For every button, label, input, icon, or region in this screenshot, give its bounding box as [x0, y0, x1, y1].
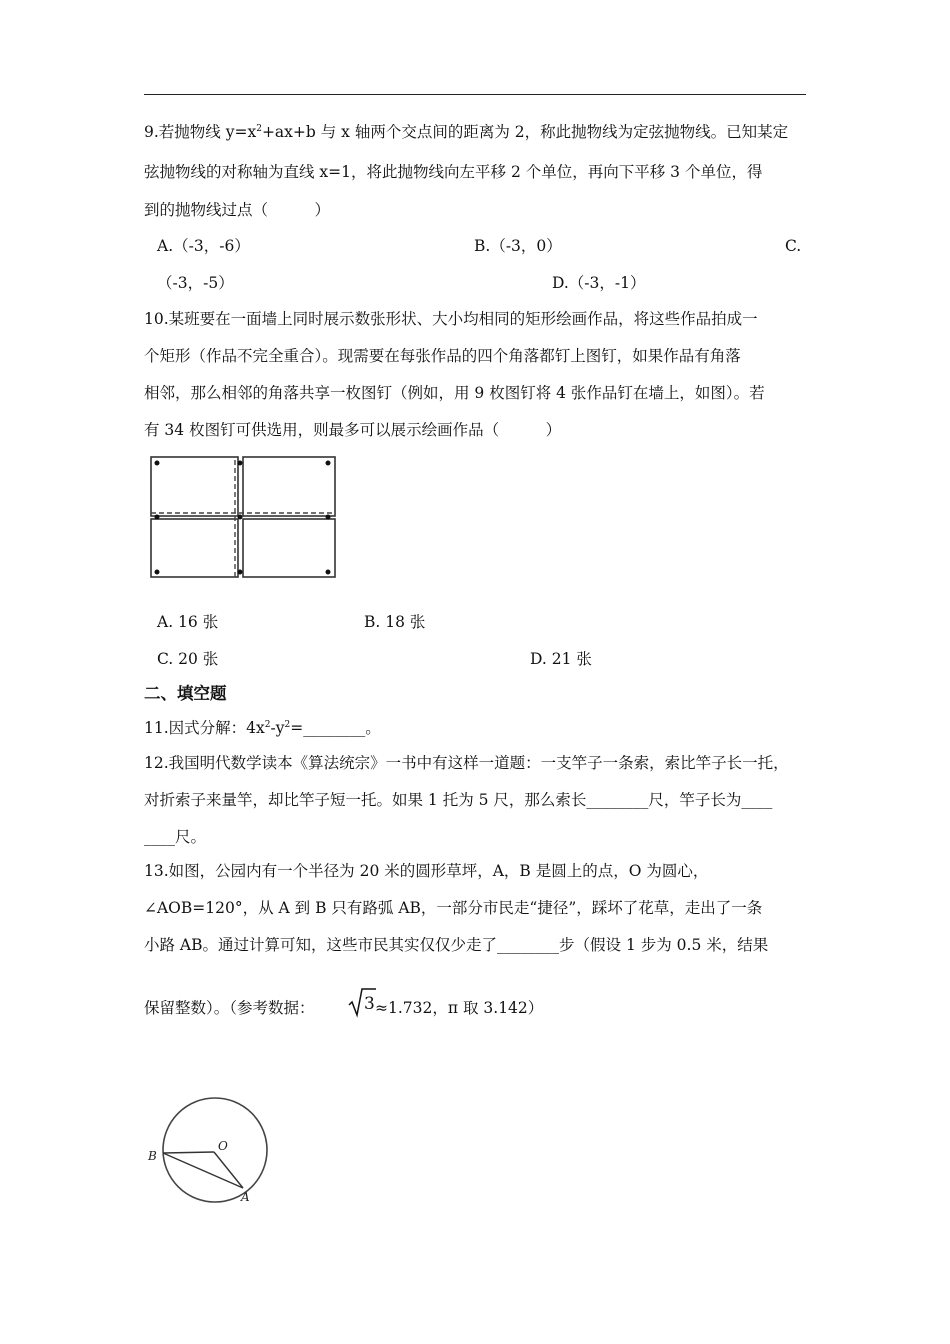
pins-figure — [145, 452, 340, 580]
section-title: 二、填空题 — [144, 684, 227, 703]
sqrt-symbol — [347, 985, 377, 1019]
q9-line3: 到的抛物线过点（ ） — [144, 201, 331, 219]
q10-option-a: A. 16 张 — [157, 613, 219, 631]
label-b: B — [148, 1149, 157, 1163]
q10-line1: 10.某班要在一面墙上同时展示数张形状、大小均相同的矩形绘画作品，将这些作品拍成一 — [144, 310, 758, 328]
header-rule — [144, 94, 806, 95]
q11-text: 11.因式分解：$4x^2-y^2=\_\_\_\_\_\_\_\_$。 — [144, 719, 381, 737]
q9-option-c-label: C. — [785, 237, 802, 255]
q9-option-b: B.（-3，0） — [474, 237, 562, 255]
circle-figure — [145, 1095, 275, 1205]
sqrt-number: 3 — [364, 994, 375, 1014]
q13-line1: 13.如图，公园内有一个半径为 20 米的圆形草坪，A，B 是圆上的点，O 为圆心， — [144, 862, 709, 880]
q9-option-c-value: （-3，-5） — [157, 274, 234, 292]
q10-line3: 相邻，那么相邻的角落共享一枚图钉（例如，用 9 枚图钉将 4 张作品钉在墙上，如图）。若 — [144, 384, 765, 402]
q12-line2: 对折索子来量竿，却比竿子短一托。如果 1 托为 5 尺，那么索长________尺，竿子长为____ — [144, 791, 773, 809]
q10-option-b: B. 18 张 — [364, 613, 426, 631]
q10-option-d: D. 21 张 — [530, 650, 592, 668]
q9-line1: 9.若抛物线 $y=x^2+ax+b$ 与 x 轴两个交点间的距离为 2，称此抛物线为定弦抛物线。已知某定 — [144, 123, 789, 141]
q9-line2: 弦抛物线的对称轴为直线 x=1，将此抛物线向左平移 2 个单位，再向下平移 3 个单位，得 — [144, 163, 763, 181]
q13-line4-a: 保留整数）。（参考数据： — [144, 999, 315, 1017]
label-a: A — [241, 1190, 250, 1204]
q9-option-d: D.（-3，-1） — [552, 274, 646, 292]
q13-line4-b: ≈1.732，π 取 3.142） — [375, 999, 544, 1017]
q9-option-a: A.（-3，-6） — [157, 237, 250, 255]
q10-line4: 有 34 枚图钉可供选用，则最多可以展示绘画作品（ ） — [144, 421, 562, 439]
label-o: O — [218, 1139, 228, 1153]
q13-line2: ∠AOB=120°，从 A 到 B 只有路弧 AB，一部分市民走“捷径”，踩坏了花草，走出了一条 — [144, 899, 763, 917]
q10-line2: 个矩形（作品不完全重合）。现需要在每张作品的四个角落都钉上图钉，如果作品有角落 — [144, 347, 741, 365]
q10-option-c: C. 20 张 — [157, 650, 219, 668]
q12-line3: ____尺。 — [144, 828, 207, 846]
q12-line1: 12.我国明代数学读本《算法统宗》一书中有这样一道题：一支竿子一条索，索比竿子长一托， — [144, 754, 789, 772]
q13-line3: 小路 AB。通过计算可知，这些市民其实仅仅少走了________步（假设 1 步为 0.5 米，结果 — [144, 936, 769, 954]
